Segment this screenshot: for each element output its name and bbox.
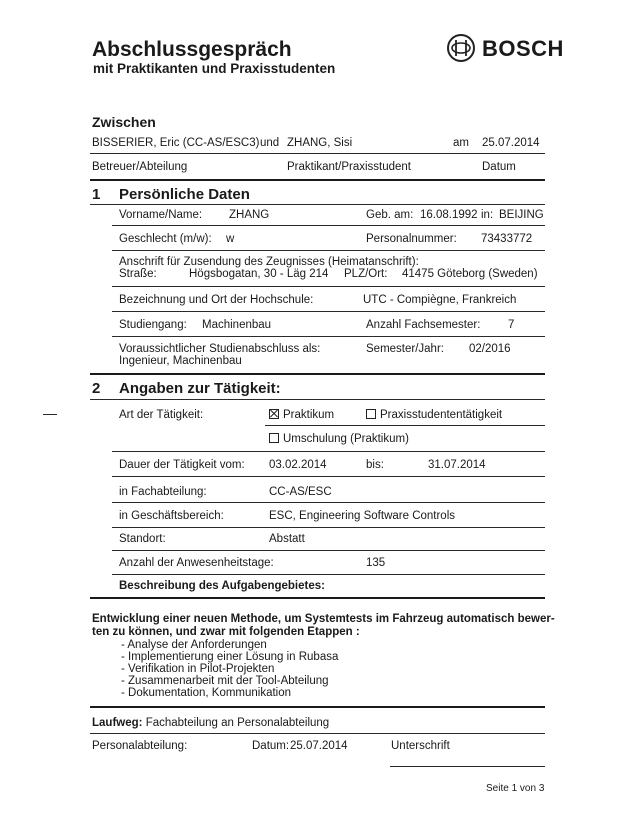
dept-label: in Fachabteilung:	[119, 486, 207, 498]
site-label: Standort:	[119, 533, 166, 545]
option-umschulung	[269, 433, 409, 445]
semester-count-label: Anzahl Fachsemester:	[366, 319, 481, 331]
date-value: 25.07.2014	[482, 137, 540, 149]
duration-to: 31.07.2014	[428, 459, 486, 471]
option-praktikum	[269, 409, 334, 421]
personnel-value: 73433772	[481, 233, 533, 245]
option-praktikum-label: Praktikum	[283, 409, 335, 421]
section-2-number: 2	[92, 380, 101, 397]
bosch-wordmark: BOSCH	[482, 36, 564, 61]
task-list-item-text: Dokumentation, Kommunikation	[128, 687, 292, 699]
option-umschulung-label: Umschulung (Praktikum)	[283, 433, 409, 445]
bosch-armature-icon	[447, 34, 475, 62]
birth-place-value: BEIJING	[499, 209, 544, 221]
option-praxis-label: Praxisstudententätigkeit	[380, 409, 503, 421]
dept-value: CC-AS/ESC	[269, 486, 332, 498]
course-value: Machinenbau	[202, 319, 272, 331]
bis-label: bis:	[366, 459, 384, 471]
divider	[90, 733, 545, 734]
name-label: Vorname/Name:	[119, 209, 203, 221]
task-list-item: - Verifikation in Pilot-Projekten	[121, 663, 275, 675]
course-label: Studiengang:	[119, 319, 187, 331]
plz-label: PLZ/Ort:	[344, 268, 388, 280]
street-value: Högsbogatan, 30 - Läg 214	[189, 268, 329, 280]
divider	[112, 311, 545, 312]
degree-value: Ingenieur, Machinenbau	[119, 355, 242, 367]
divider	[112, 250, 545, 251]
datum-value: 25.07.2014	[290, 740, 348, 752]
divider	[112, 451, 545, 452]
section-2-heading: Angaben zur Tätigkeit:	[119, 380, 281, 397]
days-value: 135	[366, 557, 386, 569]
divider	[112, 574, 545, 575]
street-label: Straße:	[119, 268, 157, 280]
task-list-item-text: Zusammenarbeit mit der Tool-Abteilung	[128, 675, 329, 687]
am-label: am	[453, 137, 469, 149]
divider	[90, 204, 545, 205]
punch-mark	[43, 414, 57, 415]
uni-label: Bezeichnung und Ort der Hochschule:	[119, 294, 314, 306]
task-list-item: - Implementierung einer Lösung in Rubasa	[121, 651, 339, 663]
days-label: Anzahl der Anwesenheitstage:	[119, 557, 274, 569]
divider	[112, 286, 545, 287]
checkbox-umschulung	[269, 433, 279, 443]
personnel-label: Personalnummer:	[366, 233, 457, 245]
date-label: Datum	[482, 161, 516, 173]
divider	[90, 373, 545, 375]
divider	[112, 225, 545, 226]
plz-value: 41475 Göteborg (Sweden)	[402, 268, 538, 280]
intern-label: Praktikant/Praxisstudent	[287, 161, 412, 173]
degree-label: Voraussichtlicher Studienabschluss als:	[119, 343, 321, 355]
page-title: Abschlussgespräch	[92, 38, 292, 61]
gender-label: Geschlecht (m/w):	[119, 233, 212, 245]
task-list-item: - Dokumentation, Kommunikation	[121, 687, 292, 699]
division-value: ESC, Engineering Software Controls	[269, 510, 456, 522]
birth-value: 16.08.1992	[420, 209, 478, 221]
type-label: Art der Tätigkeit:	[119, 409, 204, 421]
description-line-1: Entwicklung einer neuen Methode, um Systemtests im Fahrzeug automatisch bewer-	[92, 613, 555, 625]
task-list-item: - Zusammenarbeit mit der Tool-Abteilung	[121, 675, 329, 687]
tasks-label: Beschreibung des Aufgabengebietes:	[119, 580, 325, 592]
gender-value: w	[226, 233, 235, 245]
divider	[90, 399, 545, 400]
divider	[90, 706, 545, 708]
divider	[112, 476, 545, 477]
signature-line	[390, 766, 545, 767]
semester-label: Semester/Jahr:	[366, 343, 444, 355]
page-number: Seite 1 von 3	[486, 783, 545, 794]
birth-place-label: in:	[481, 209, 494, 221]
intern-value: ZHANG, Sisi	[287, 137, 353, 149]
division-label: in Geschäftsbereich:	[119, 510, 224, 522]
task-list-item-text: Analyse der Anforderungen	[127, 639, 267, 651]
birth-label: Geb. am:	[366, 209, 414, 221]
task-list-item-text: Verifikation in Pilot-Projekten	[128, 663, 275, 675]
description-line-2: ten zu können, und zwar mit folgenden Etappen :	[92, 626, 360, 638]
address-label: Anschrift für Zusendung des Zeugnisses (Heimatanschrift):	[119, 256, 419, 268]
divider	[90, 153, 545, 154]
signature-label: Unterschrift	[391, 740, 450, 752]
duration-from: 03.02.2014	[269, 459, 327, 471]
semester-value: 02/2016	[469, 343, 511, 355]
page-subtitle: mit Praktikanten und Praxisstudenten	[93, 61, 336, 76]
uni-value: UTC - Compiègne, Frankreich	[363, 294, 517, 306]
zwischen-heading: Zwischen	[92, 114, 156, 130]
divider	[90, 179, 545, 181]
divider	[265, 425, 545, 426]
section-1-heading: Persönliche Daten	[119, 186, 250, 203]
divider	[112, 527, 545, 528]
checkbox-praxis	[366, 409, 376, 419]
laufweg-label: Laufweg:	[92, 717, 143, 729]
divider	[112, 502, 545, 503]
divider	[112, 336, 545, 337]
task-list-item: - Analyse der Anforderungen	[121, 639, 267, 651]
divider	[90, 597, 545, 599]
duration-label: Dauer der Tätigkeit vom:	[119, 459, 245, 471]
section-1-number: 1	[92, 186, 101, 203]
datum-label: Datum:	[252, 740, 290, 752]
task-list-item-text: Implementierung einer Lösung in Rubasa	[128, 651, 339, 663]
personal-label: Personalabteilung:	[92, 740, 188, 752]
laufweg	[92, 717, 329, 729]
supervisor-value: BISSERIER, Eric (CC-AS/ESC3)	[92, 137, 260, 149]
option-praxis	[366, 409, 502, 421]
checkbox-praktikum-checked	[269, 409, 279, 419]
und-label: und	[260, 137, 280, 149]
site-value: Abstatt	[269, 533, 305, 545]
supervisor-label: Betreuer/Abteilung	[92, 161, 188, 173]
divider	[112, 550, 545, 551]
laufweg-value: Fachabteilung an Personalabteilung	[145, 717, 330, 729]
name-value: ZHANG	[229, 209, 270, 221]
semester-count-value: 7	[508, 319, 515, 331]
